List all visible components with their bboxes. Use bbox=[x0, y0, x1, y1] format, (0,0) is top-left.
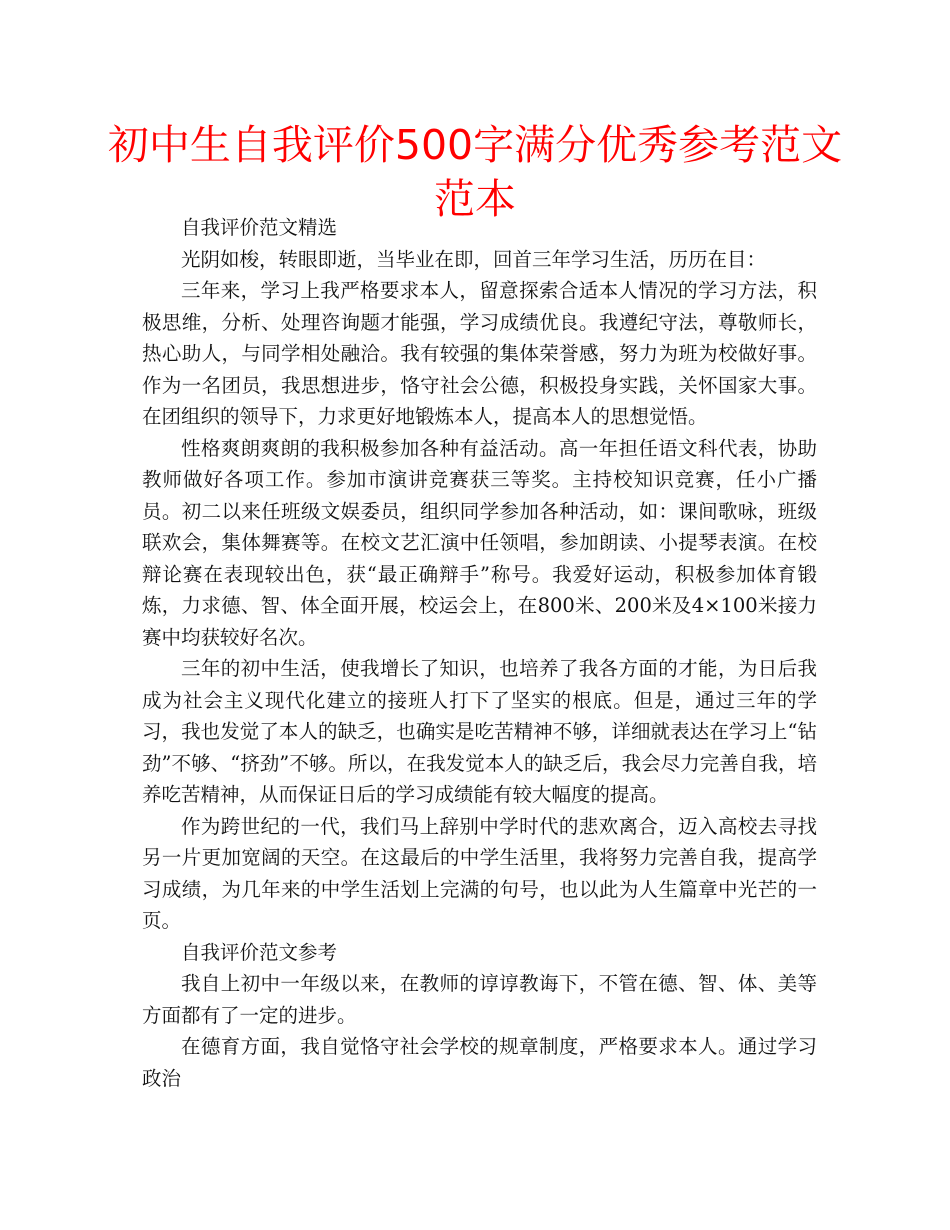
paragraph: 作为跨世纪的一代，我们马上辞别中学时代的悲欢离合，迈入高校去寻找另一片更加宽阔的天空。在这最后的中学生活里，我将努力完善自我，提高学习成绩，为几年来的中学生活划上完满的句号，也以此为人生篇章中光芒的一页。 bbox=[142, 814, 817, 932]
paragraph: 我自上初中一年级以来，在教师的谆谆教诲下，不管在德、智、体、美等方面都有了一定的进步。 bbox=[142, 972, 817, 1027]
paragraph: 在德育方面，我自觉恪守社会学校的规章制度，严格要求本人。通过学习政治 bbox=[142, 1035, 817, 1090]
paragraph: 光阴如梭，转眼即逝，当毕业在即，回首三年学习生活，历历在目： bbox=[181, 247, 767, 271]
section-heading: 自我评价范文参考 bbox=[181, 940, 338, 964]
section-heading: 自我评价范文精选 bbox=[181, 216, 338, 239]
paragraph: 三年的初中生活，使我增长了知识，也培养了我各方面的才能，为日后我成为社会主义现代化建立的接班人打下了坚实的根底。但是，通过三年的学习，我也发觉了本人的缺乏，也确实是吃苦精神不够，详细就表达在学习上“钻劲”不够、“挤劲”不够。所以，在我发觉本人的缺乏后，我会尽力完善自我，培养吃苦精神，从而保证日后的学习成绩能有较大幅度的提高。 bbox=[142, 657, 817, 806]
document-body bbox=[142, 212, 817, 1094]
paragraph: 三年来，学习上我严格要求本人，留意探索合适本人情况的学习方法，积极思维，分析、处理咨询题才能强，学习成绩优良。我遵纪守法，尊敬师长，热心助人，与同学相处融洽。我有较强的集体荣誉感，努力为班为校做好事。作为一名团员，我思想进步，恪守社会公德，积极投身实践，关怀国家大事。在团组织的领导下，力求更好地锻炼本人，提高本人的思想觉悟。 bbox=[142, 279, 817, 428]
paragraph: 性格爽朗爽朗的我积极参加各种有益活动。高一年担任语文科代表，协助教师做好各项工作。参加市演讲竞赛获三等奖。主持校知识竞赛，任小广播员。初二以来任班级文娱委员，组织同学参加各种活动，如：课间歌咏，班级联欢会，集体舞赛等。在校文艺汇演中任领唱，参加朗读、小提琴表演。在校辩论赛在表现较出色，获“最正确辩手”称号。我爱好运动，积极参加体育锻炼，力求德、智、体全面开展，校运会上，在800米、200米及4×100米接力赛中均获较好名次。 bbox=[142, 436, 817, 649]
document-title: 初中生自我评价500字满分优秀参考范文范本 bbox=[107, 121, 843, 223]
